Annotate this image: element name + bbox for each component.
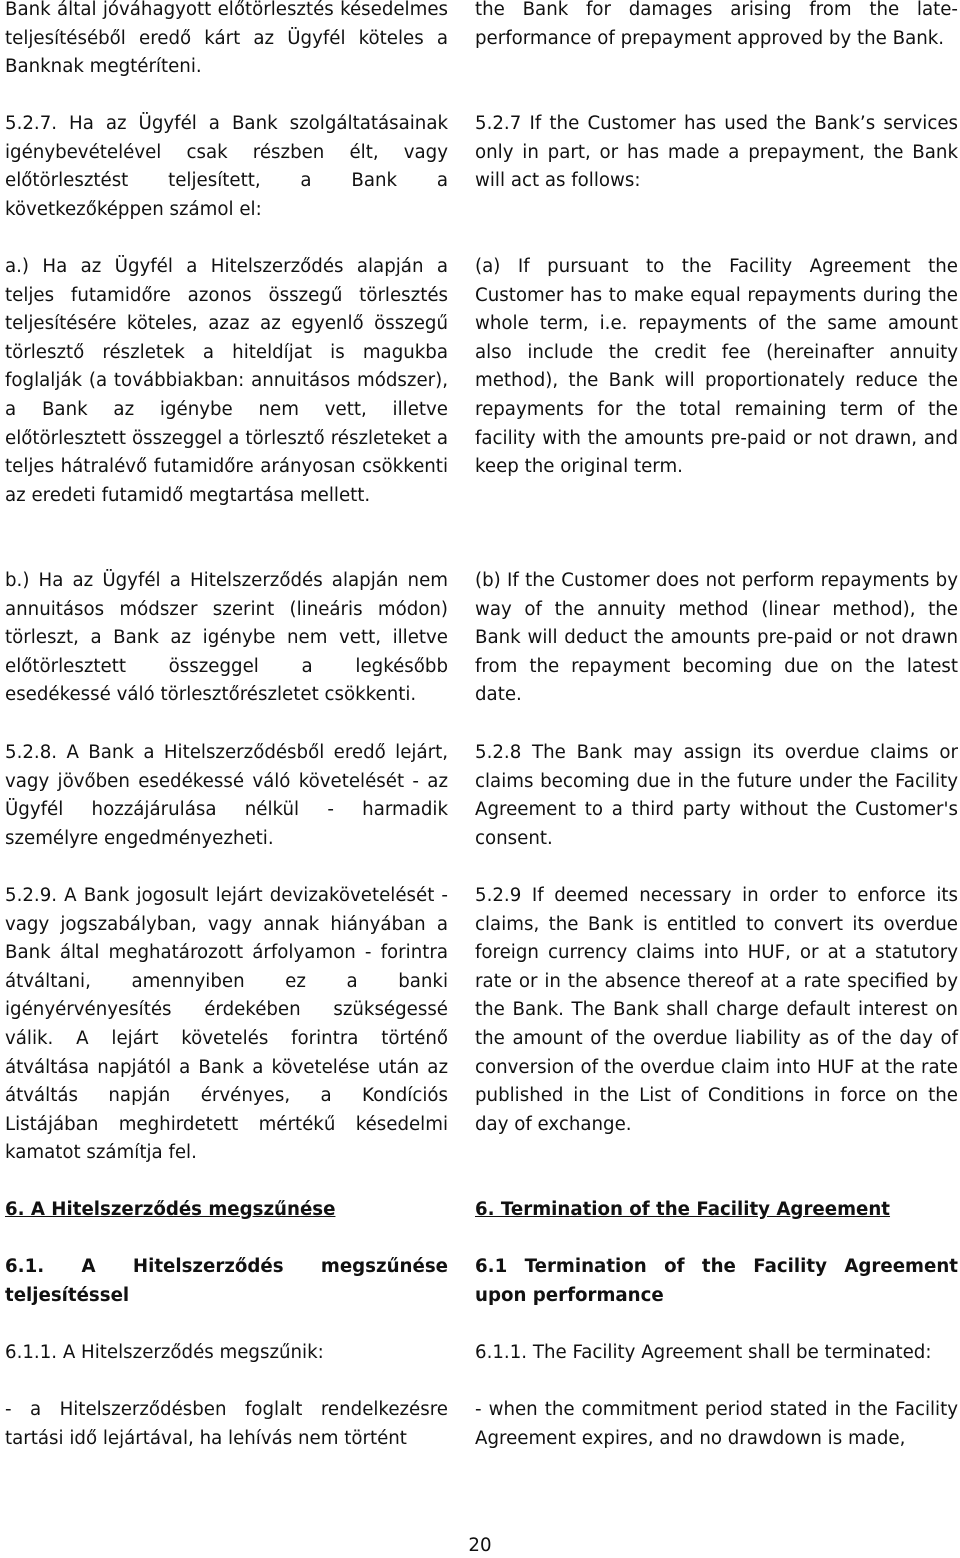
hungarian-paragraph: 5.2.7. Ha az Ügyfél a Bank szolgáltatásainak igénybevételével csak részben élt, vagy előtörlesztést teljesített, a Bank a következőképpen számol el: bbox=[5, 113, 448, 220]
hungarian-paragraph: 5.2.8. A Bank a Hitelszerződésből eredő lejárt, vagy jövőben esedékessé váló követelését - az Ügyfél hozzájárulása nélkül - harmadik személyre engedményezheti. bbox=[5, 742, 448, 849]
english-paragraph: 5.2.9 If deemed necessary in order to enforce its claims, the Bank is entitled to convert its overdue foreign currency claims into HUF, or at a statutory rate or in the absence thereof at a rate specified by the Bank. The Bank shall charge default interest on the amount of the overdue liability as of the day of conversion of the overdue claim into HUF at the rate published in the List of Conditions in force on the day of exchange. bbox=[475, 885, 958, 1135]
english-paragraph: 6.1.1. The Facility Agreement shall be terminated: bbox=[475, 1342, 932, 1363]
english-paragraph: (a) If pursuant to the Facility Agreement the Customer has to make equal repayments during the whole term, i.e. repayments of the same amount also include the credit fee (hereinafter annuity method), the Bank will proportionately reduce the repayments for the total remaining term of the facility with the amounts pre-paid or not drawn, and keep the original term. bbox=[475, 256, 958, 478]
hungarian-paragraph: b.) Ha az Ügyfél a Hitelszerződés alapján nem annuitásos módszer szerint (lineáris módon) törleszt, a Bank az igénybe nem vett, illetve előtörlesztett összeggel a legkésőbb esedékessé váló törlesztőrészletet csökkenti. bbox=[5, 570, 448, 706]
hungarian-paragraph: Bank által jóváhagyott előtörlesztés késedelmes teljesítéséből eredő kárt az Ügyfél köteles a Banknak megtéríteni. bbox=[5, 0, 448, 78]
hungarian-paragraph: 6.1.1. A Hitelszerződés megszűnik: bbox=[5, 1342, 324, 1363]
hungarian-subsection-heading: 6.1. A Hitelszerződés megszűnése teljesítéssel bbox=[5, 1256, 448, 1306]
english-paragraph: (b) If the Customer does not perform repayments by way of the annuity method (linear method), the Bank will deduct the amounts pre-paid or not drawn from the repayment becoming due on the latest date. bbox=[475, 570, 958, 706]
english-subsection-heading: 6.1 Termination of the Facility Agreement upon performance bbox=[475, 1256, 958, 1306]
hungarian-section-heading: 6. A Hitelszerződés megszűnése bbox=[5, 1199, 336, 1220]
hungarian-paragraph: 5.2.9. A Bank jogosult lejárt devizakövetelését - vagy jogszabályban, vagy annak hiányában a Bank által meghatározott árfolyamon - forintra átváltani, amennyiben ez a banki igényérvényesítés érdekében szükségessé válik. A lejárt követelés forintra történő átváltása napjától a Bank a követelése után az átváltás napján érvényes, a Kondíciós Listájában meghirdetett mértékű késedelmi kamatot számítja fel. bbox=[5, 885, 448, 1164]
english-paragraph: 5.2.7 If the Customer has used the Bank’s services only in part, or has made a prepayment, the Bank will act as follows: bbox=[475, 113, 958, 192]
english-section-heading: 6. Termination of the Facility Agreement bbox=[475, 1199, 891, 1220]
english-paragraph: - when the commitment period stated in the Facility Agreement expires, and no drawdown is made, bbox=[475, 1399, 958, 1449]
english-paragraph: 5.2.8 The Bank may assign its overdue claims or claims becoming due in the future under the Facility Agreement to a third party without the Customer's consent. bbox=[475, 742, 958, 849]
hungarian-paragraph: a.) Ha az Ügyfél a Hitelszerződés alapján a teljes futamidőre azonos összegű törlesztés teljesítésére köteles, azaz az egyenlő összegű törlesztő részletek a hiteldíjat is magukba foglalják (a továbbiakban: annuitásos módszer), a Bank az igénybe nem vett, illetve előtörlesztett összeggel a törlesztő részleteket a teljes hátralévő futamidőre arányosan csökkenti az eredeti futamidő megtartása mellett. bbox=[5, 256, 448, 506]
english-paragraph: the Bank for damages arising from the late-performance of prepayment approved by the Bank. bbox=[475, 0, 958, 49]
hungarian-paragraph: - a Hitelszerződésben foglalt rendelkezésre tartási idő lejártával, ha lehívás nem történt bbox=[5, 1399, 448, 1449]
page-number: 20 bbox=[468, 1535, 492, 1556]
